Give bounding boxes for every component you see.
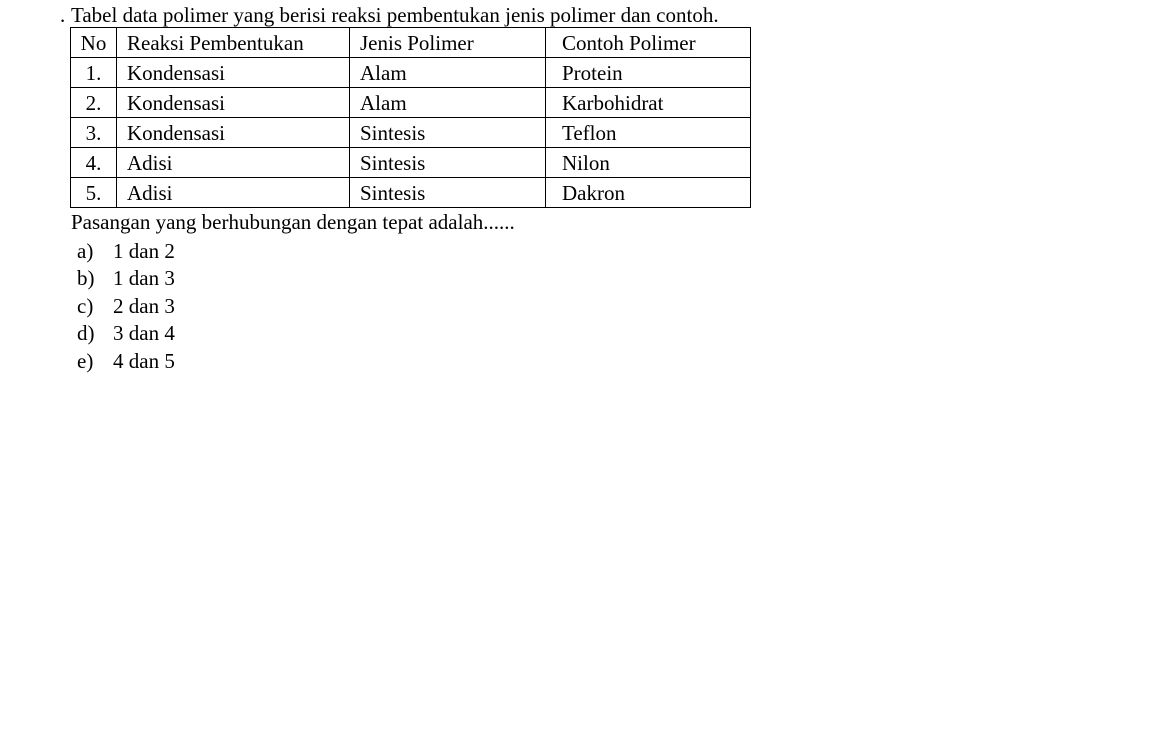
- cell-jenis: Sintesis: [350, 178, 546, 208]
- option-letter: a): [77, 239, 94, 263]
- option-text: 3 dan 4: [113, 321, 175, 346]
- table-header-row: [71, 28, 751, 58]
- cell-contoh: Nilon: [546, 148, 751, 178]
- answer-options: [77, 238, 175, 375]
- question-statement: Tabel data polimer yang berisi reaksi pembentukan jenis polimer dan contoh.: [71, 3, 719, 27]
- header-contoh: Contoh Polimer: [546, 28, 751, 58]
- cell-jenis: Sintesis: [350, 148, 546, 178]
- cell-contoh: Dakron: [546, 178, 751, 208]
- cell-reaksi: Kondensasi: [117, 58, 350, 88]
- header-jenis: Jenis Polimer: [350, 28, 546, 58]
- question-marker: .: [60, 3, 66, 27]
- option-text: 2 dan 3: [113, 293, 175, 318]
- cell-no: 5.: [71, 178, 117, 208]
- table-row: [71, 88, 751, 118]
- option-text: 4 dan 5: [113, 348, 175, 373]
- cell-reaksi: Adisi: [117, 178, 350, 208]
- cell-contoh: Teflon: [546, 118, 751, 148]
- header-reaksi: Reaksi Pembentukan: [117, 28, 350, 58]
- cell-jenis: Alam: [350, 88, 546, 118]
- polymer-table: [70, 27, 751, 208]
- table-row: [71, 178, 751, 208]
- option-text: 1 dan 2: [113, 239, 175, 263]
- cell-contoh: Karbohidrat: [546, 88, 751, 118]
- option-letter: e): [77, 348, 94, 373]
- cell-no: 4.: [71, 148, 117, 178]
- option-letter: d): [77, 321, 95, 346]
- option-letter: c): [77, 293, 94, 318]
- table-row: [71, 58, 751, 88]
- cell-contoh: Protein: [546, 58, 751, 88]
- cell-reaksi: Kondensasi: [117, 118, 350, 148]
- option-a[interactable]: [77, 238, 175, 265]
- table-row: [71, 118, 751, 148]
- option-e[interactable]: [77, 348, 175, 375]
- question-text: [60, 2, 719, 28]
- cell-reaksi: Kondensasi: [117, 88, 350, 118]
- header-no: No: [71, 28, 117, 58]
- cell-no: 3.: [71, 118, 117, 148]
- cell-jenis: Alam: [350, 58, 546, 88]
- option-letter: b): [77, 266, 95, 291]
- question-prompt: Pasangan yang berhubungan dengan tepat adalah......: [71, 210, 515, 234]
- cell-jenis: Sintesis: [350, 118, 546, 148]
- cell-reaksi: Adisi: [117, 148, 350, 178]
- option-b[interactable]: [77, 265, 175, 292]
- table-row: [71, 148, 751, 178]
- cell-no: 1.: [71, 58, 117, 88]
- option-c[interactable]: [77, 293, 175, 320]
- option-text: 1 dan 3: [113, 266, 175, 291]
- cell-no: 2.: [71, 88, 117, 118]
- option-d[interactable]: [77, 320, 175, 347]
